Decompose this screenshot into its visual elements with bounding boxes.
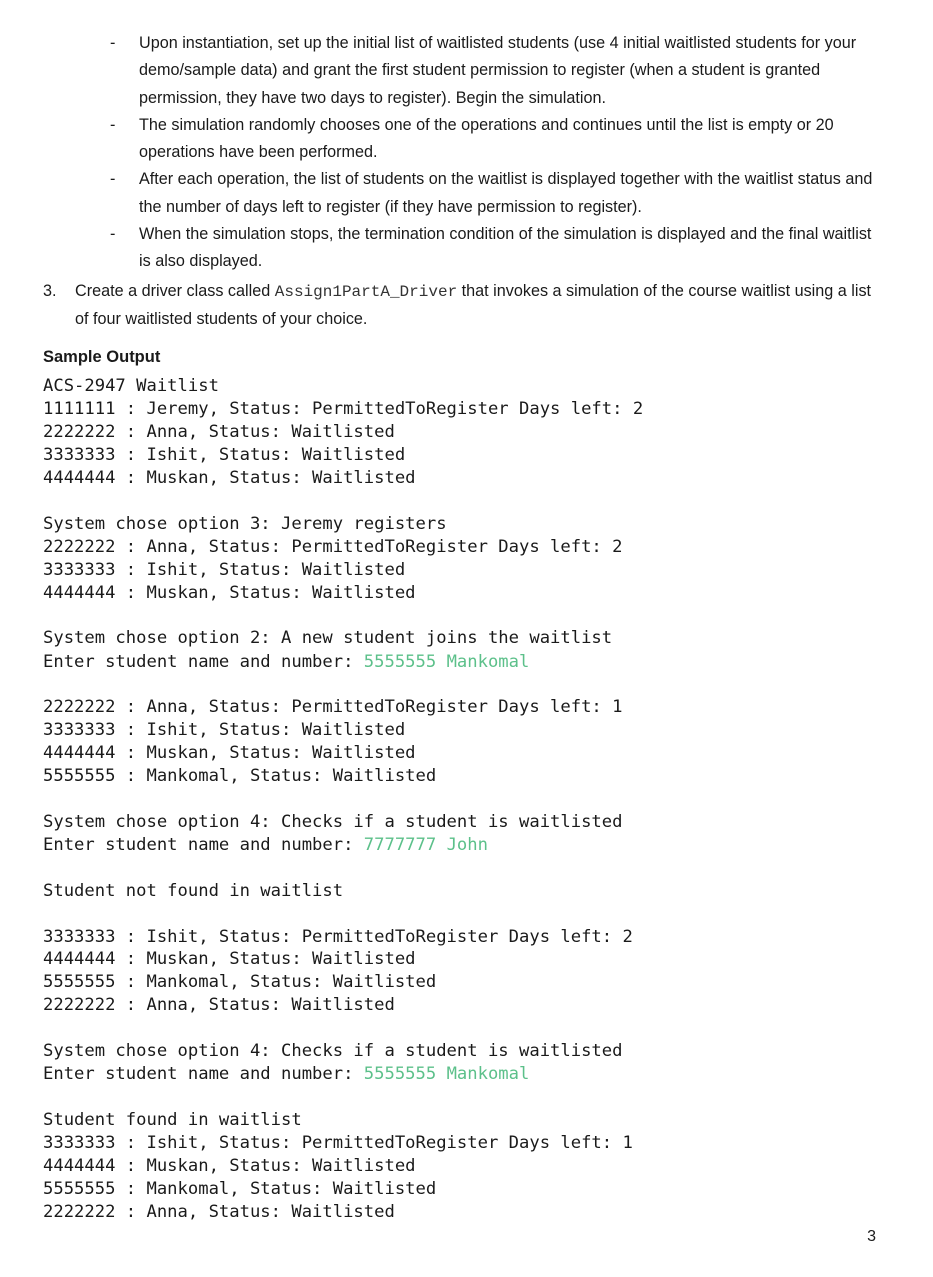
console-line: 2222222 : Anna, Status: PermittedToRegister Days left: 2	[43, 537, 623, 557]
console-line: 5555555 : Mankomal, Status: Waitlisted	[43, 972, 437, 992]
console-line: ACS-2947 Waitlist	[43, 376, 219, 396]
console-line: 3333333 : Ishit, Status: PermittedToRegister Days left: 2	[43, 927, 633, 947]
console-line: 2222222 : Anna, Status: PermittedToRegister Days left: 1	[43, 697, 623, 717]
console-line: System chose option 2: A new student joins the waitlist	[43, 628, 613, 648]
console-prompt-line	[43, 651, 529, 673]
bullet-marker: -	[110, 34, 116, 52]
console-line: 2222222 : Anna, Status: Waitlisted	[43, 1202, 395, 1222]
console-user-input: 5555555 Mankomal	[363, 1064, 530, 1084]
console-prompt-line	[43, 1063, 529, 1085]
console-prompt-line	[43, 834, 488, 856]
console-line: System chose option 3: Jeremy registers	[43, 514, 447, 534]
console-user-input: 7777777 John	[363, 835, 488, 855]
console-line: System chose option 4: Checks if a student is waitlisted	[43, 1041, 623, 1061]
console-line: 2222222 : Anna, Status: Waitlisted	[43, 995, 395, 1015]
console-line: Student not found in waitlist	[43, 881, 344, 901]
console-line: 4444444 : Muskan, Status: Waitlisted	[43, 583, 416, 603]
console-prompt: Enter student name and number:	[43, 835, 364, 855]
sample-output-heading: Sample Output	[43, 348, 161, 366]
console-line: 4444444 : Muskan, Status: Waitlisted	[43, 743, 416, 763]
console-line: 3333333 : Ishit, Status: PermittedToRegister Days left: 1	[43, 1133, 633, 1153]
numbered-item-3	[43, 278, 883, 334]
item-number: 3.	[43, 282, 57, 300]
bullet-marker: -	[110, 225, 116, 244]
console-line: 4444444 : Muskan, Status: Waitlisted	[43, 949, 416, 969]
console-prompt: Enter student name and number:	[43, 1064, 364, 1084]
item-text	[43, 278, 883, 334]
bullet-marker: -	[110, 170, 116, 189]
page-number: 3	[867, 1228, 876, 1245]
console-line: 5555555 : Mankomal, Status: Waitlisted	[43, 766, 437, 786]
console-prompt: Enter student name and number:	[43, 652, 364, 672]
console-line: 3333333 : Ishit, Status: Waitlisted	[43, 445, 406, 465]
console-line: Student found in waitlist	[43, 1110, 302, 1130]
console-line: System chose option 4: Checks if a student is waitlisted	[43, 812, 623, 832]
bullet-item	[0, 30, 879, 112]
item-text-before: Create a driver class called	[75, 282, 275, 300]
driver-class-name: Assign1PartA_Driver	[274, 283, 458, 301]
console-line: 1111111 : Jeremy, Status: PermittedToRegister Days left: 2	[43, 399, 644, 419]
bullet-item	[0, 221, 879, 276]
console-line: 5555555 : Mankomal, Status: Waitlisted	[43, 1179, 437, 1199]
bullet-item	[0, 112, 879, 167]
console-user-input: 5555555 Mankomal	[363, 652, 530, 672]
bullet-list	[0, 30, 933, 276]
bullet-text: The simulation randomly chooses one of the operations and continues until the list is empty or 20 operations have been performed.	[139, 115, 834, 162]
bullet-text: After each operation, the list of students on the waitlist is displayed together with the waitlist status and the number of days left to register (if they have permission to register).	[139, 170, 873, 216]
item-text-after: that invokes a simulation of the course waitlist using a list of four waitlisted students of your choice.	[75, 282, 872, 329]
bullet-item	[0, 166, 879, 221]
console-line: 4444444 : Muskan, Status: Waitlisted	[43, 468, 416, 488]
bullet-text: Upon instantiation, set up the initial list of waitlisted students (use 4 initial waitlisted students for your demo/sample data) and grant the first student permission to register (when a student is granted permission, they have two days to register). Begin the simulation.	[139, 34, 857, 107]
bullet-text: When the simulation stops, the termination condition of the simulation is displayed and the final waitlist is also displayed.	[139, 225, 872, 271]
bullet-marker: -	[110, 115, 116, 134]
console-line: 4444444 : Muskan, Status: Waitlisted	[43, 1156, 416, 1176]
console-line: 3333333 : Ishit, Status: Waitlisted	[43, 720, 406, 740]
console-line: 3333333 : Ishit, Status: Waitlisted	[43, 560, 406, 580]
console-line: 2222222 : Anna, Status: Waitlisted	[43, 422, 395, 442]
